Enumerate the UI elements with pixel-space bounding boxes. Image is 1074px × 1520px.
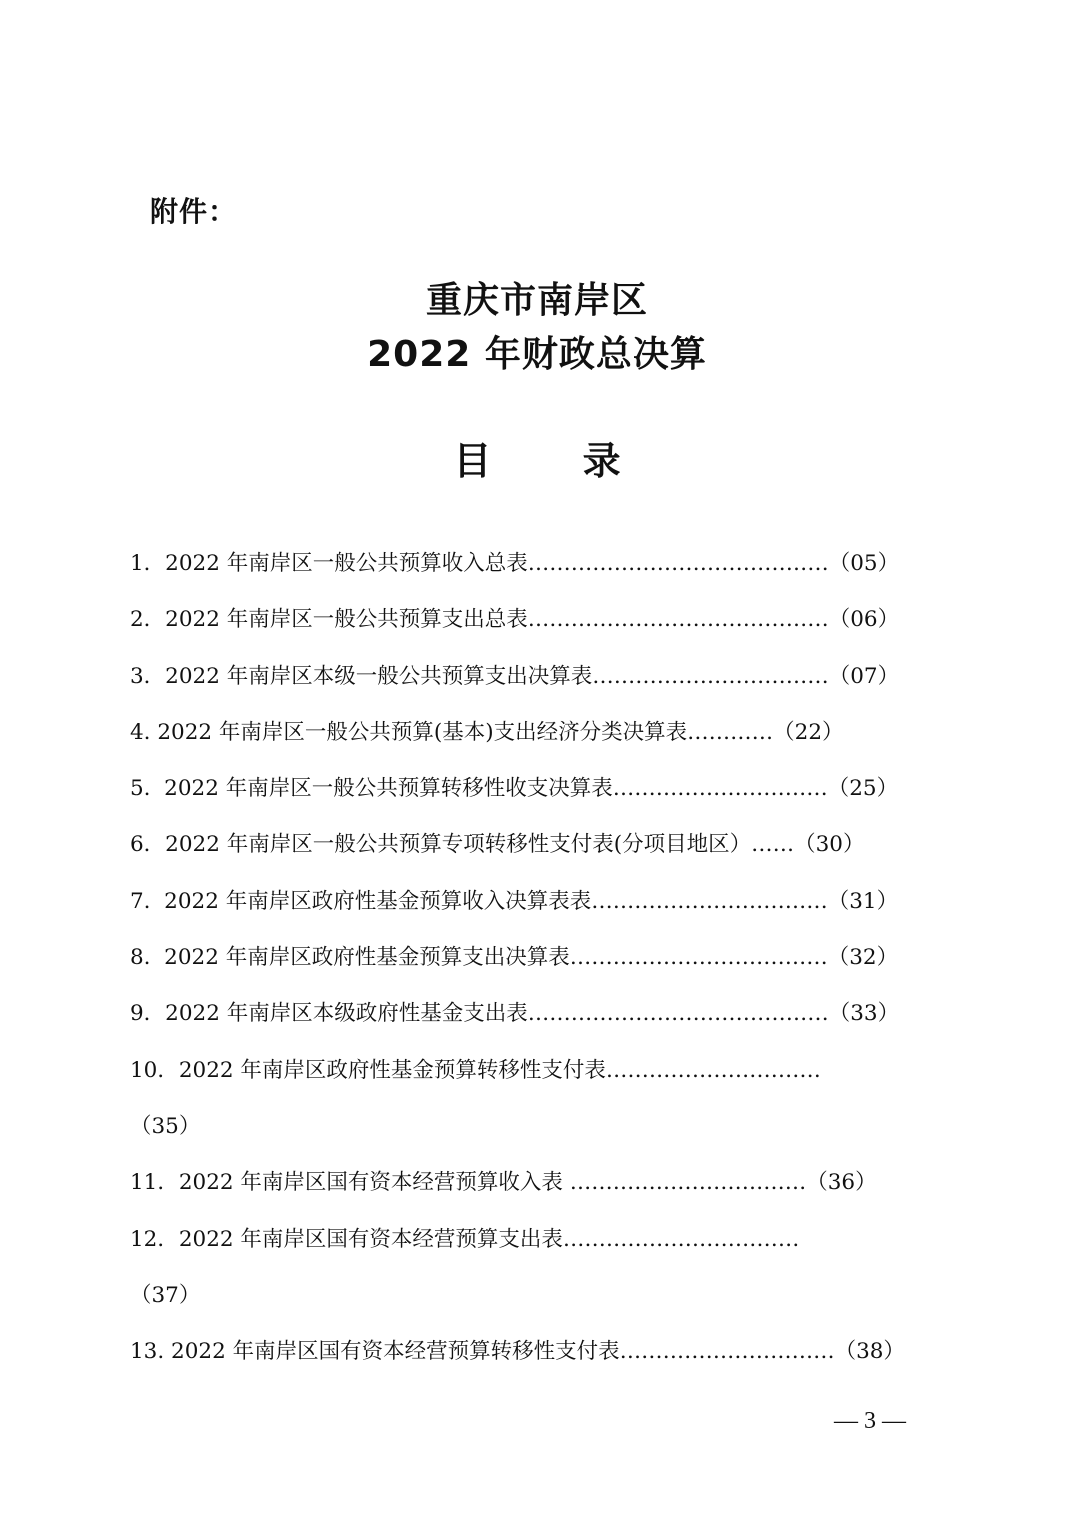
toc-item: [130, 994, 960, 1050]
toc-item: [130, 544, 960, 600]
toc-item-text: 3．2022 年南岸区本级一般公共预算支出决算表……………………………（07）: [130, 663, 900, 689]
toc-item-continuation: [130, 1107, 960, 1163]
toc-item-text: 5. 2022 年南岸区一般公共预算转移性收支决算表…………………………（25）: [130, 776, 899, 802]
toc-item: [130, 769, 960, 825]
toc-item: [130, 825, 960, 881]
toc-item-text: 7. 2022 年南岸区政府性基金预算收入决算表表……………………………（31）: [130, 888, 899, 914]
toc-item-page: （35）: [130, 1113, 201, 1139]
toc-item-text: 11．2022 年南岸区国有资本经营预算收入表 ……………………………（36）: [130, 1170, 877, 1196]
toc-item-text: 10．2022 年南岸区政府性基金预算转移性支付表…………………………: [130, 1057, 821, 1083]
toc-item-continuation: [130, 1276, 960, 1332]
toc-item-text: 8. 2022 年南岸区政府性基金预算支出决算表………………………………（32）: [130, 945, 899, 971]
toc-item: [130, 1220, 960, 1276]
toc-item-page: （37）: [130, 1282, 201, 1308]
toc-item-text: 13. 2022 年南岸区国有资本经营预算转移性支付表…………………………（38）: [130, 1339, 905, 1365]
toc-item: [130, 1051, 960, 1107]
toc-item: [130, 1332, 960, 1388]
toc-item-text: 12．2022 年南岸区国有资本经营预算支出表……………………………: [130, 1226, 800, 1252]
attachment-label: 附件：: [150, 195, 238, 228]
toc-item: [130, 657, 960, 713]
document-title-line2: 2022 年财政总决算: [367, 334, 707, 375]
toc-item: [130, 600, 960, 656]
toc-item: [130, 1163, 960, 1219]
toc-heading: 目 录: [453, 439, 621, 483]
toc-item-text: 4. 2022 年南岸区一般公共预算(基本)支出经济分类决算表…………（22）: [130, 719, 844, 745]
toc-item: [130, 938, 960, 994]
toc-item-text: 9．2022 年南岸区本级政府性基金支出表……………………………………（33）: [130, 1001, 900, 1027]
toc-item: [130, 713, 960, 769]
document-title-line1: 重庆市南岸区: [425, 280, 648, 321]
toc-item-text: 2．2022 年南岸区一般公共预算支出总表……………………………………（06）: [130, 607, 900, 633]
page-number: — 3 —: [834, 1408, 906, 1434]
toc-item-text: 1．2022 年南岸区一般公共预算收入总表……………………………………（05）: [130, 551, 900, 576]
toc-item: [130, 882, 960, 938]
table-of-contents: [130, 544, 960, 1388]
toc-item-text: 6．2022 年南岸区一般公共预算专项转移性支付表(分项目地区）……（30）: [130, 832, 865, 858]
